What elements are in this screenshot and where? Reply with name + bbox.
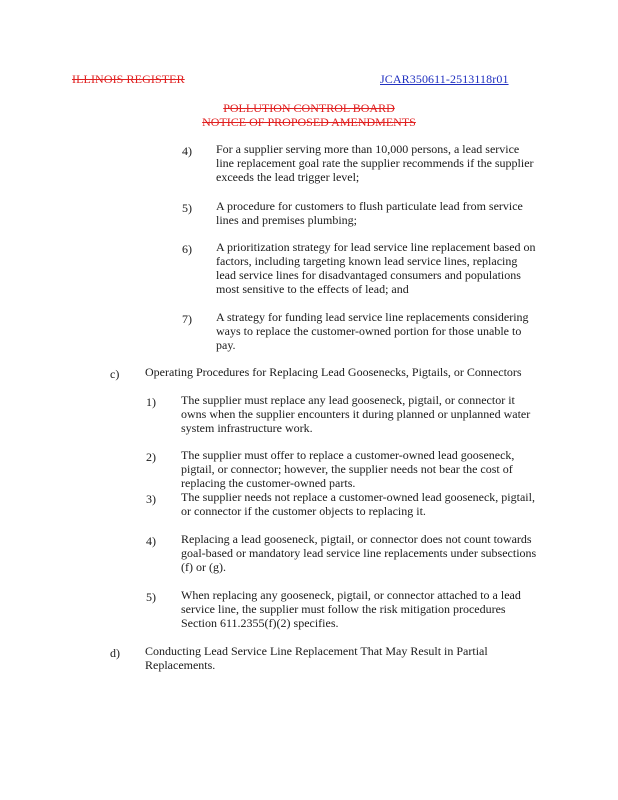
item-number: 4) — [146, 534, 156, 548]
item-number: 7) — [182, 312, 192, 326]
section-heading: Operating Procedures for Replacing Lead Goosenecks, Pigtails, or Connectors — [145, 365, 522, 379]
section-label: d) — [110, 646, 120, 660]
section-label: c) — [110, 367, 120, 381]
item-number: 3) — [146, 492, 156, 506]
section-heading: Conducting Lead Service Line Replacement That May Result in Partial Replacements. — [145, 644, 488, 672]
item-text: When replacing any gooseneck, pigtail, or connector attached to a lead service line, the supplier must follow the risk mitigation procedures Section 611.2355(f)(2) specifies. — [181, 588, 521, 630]
item-text: A prioritization strategy for lead service line replacement based on factors, including targeting known lead service lines, replacing lead service lines for disadvantaged consumers and populations most sensitive to the effects of lead; and — [216, 240, 536, 296]
item-text: A strategy for funding lead service line replacements considering ways to replace the customer-owned portion for those unable to pay. — [216, 310, 529, 352]
register-header: ILLINOIS REGISTER — [72, 72, 185, 86]
item-number: 2) — [146, 450, 156, 464]
document-code: JCAR350611-2513118r01 — [380, 72, 509, 86]
item-number: 4) — [182, 144, 192, 158]
item-number: 5) — [146, 590, 156, 604]
item-text: The supplier needs not replace a customer-owned lead gooseneck, pigtail, or connector if the customer objects to replacing it. — [181, 490, 535, 518]
item-number: 1) — [146, 395, 156, 409]
item-number: 6) — [182, 242, 192, 256]
item-text: For a supplier serving more than 10,000 persons, a lead service line replacement goal rate the supplier recommends if the supplier exceeds the lead trigger level; — [216, 142, 534, 184]
item-text: A procedure for customers to flush particulate lead from service lines and premises plumbing; — [216, 199, 523, 227]
board-title: POLLUTION CONTROL BOARD — [223, 101, 395, 115]
item-text: Replacing a lead gooseneck, pigtail, or connector does not count towards goal-based or mandatory lead service line replacements under subsections (f) or (g). — [181, 532, 537, 574]
item-text: The supplier must offer to replace a customer-owned lead gooseneck, pigtail, or connector; however, the supplier needs not bear the cost of replacing the customer-owned parts. — [181, 448, 515, 490]
notice-title: NOTICE OF PROPOSED AMENDMENTS — [202, 115, 416, 129]
item-number: 5) — [182, 201, 192, 215]
item-text: The supplier must replace any lead gooseneck, pigtail, or connector it owns when the supplier encounters it during planned or unplanned water system infrastructure work. — [181, 393, 531, 435]
